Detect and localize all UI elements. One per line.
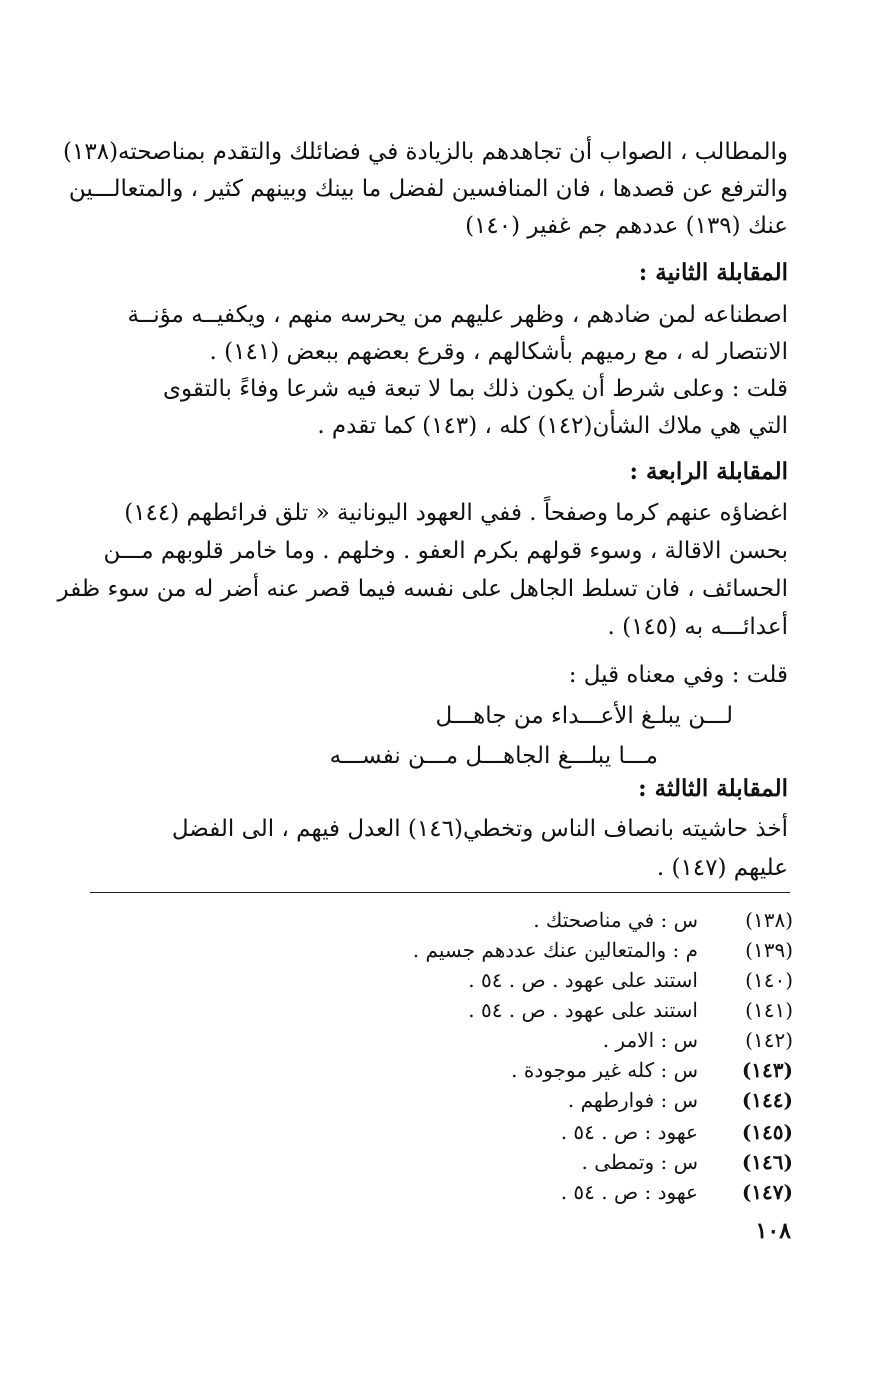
footnote-item [193,1177,793,1207]
footnote-item [193,995,793,1025]
paragraph-3-line-2: التي هي ملاك الشأن(١٤٢) كله ، (١٤٣) كما تقدم . [317,413,788,439]
footnote-number: (١٤٥) [741,1120,793,1144]
footnote-text: س : الامر . [602,1028,698,1052]
paragraph-5-line-1: قلت : وفي معناه قيل : [568,662,788,688]
paragraph-6-line-2: عليهم (١٤٧) . [656,855,788,881]
footnote-text: س : في مناصحتك . [533,908,698,932]
footnote-text: استند على عهود . ص . ٥٤ . [468,998,698,1022]
footnote-item [193,1085,793,1115]
paragraph-2-line-2: الانتصار له ، مع رميهم بأشكالهم ، وقرع بعضهم ببعض (١٤١) . [209,339,788,365]
paragraph-2-line-1: اصطناعه لمن ضادهم ، وظهر عليهم من يحرسه منهم ، ويكفيــه مؤنــة [127,302,788,328]
footnote-text: س : كله غير موجودة . [511,1058,698,1082]
footnote-text: عهود : ص . ٥٤ . [560,1180,698,1204]
footnote-text: عهود : ص . ٥٤ . [560,1120,698,1144]
footnote-item [193,965,793,995]
paragraph-4-line-3: الحسائف ، فان تسلط الجاهل على نفسه فيما قصر عنه أضر له من سوء ظفر [57,576,788,602]
footnote-number: (١٤٧) [741,1180,793,1204]
section-heading-second: المقابلة الثانية : [638,259,788,286]
footnote-text: استند على عهود . ص . ٥٤ . [468,968,698,992]
footnote-item [193,1147,793,1177]
page-number: ١٠٨ [755,1218,791,1244]
footnote-text: س : فوارطهم . [567,1088,698,1112]
paragraph-4-line-1: اغضاؤه عنهم كرما وصفحاً . ففي العهود اليونانية « تلق فرائطهم (١٤٤) [124,500,788,526]
footnote-item [193,1055,793,1085]
paragraph-3-line-1: قلت : وعلى شرط أن يكون ذلك بما لا تبعة فيه شرعا وفاءً بالتقوى [163,376,788,402]
footnote-number: (١٤٦) [741,1150,793,1174]
verse-line-2: مـــا يبلـــغ الجاهـــل مـــن نفســـه [329,743,658,769]
paragraph-4-line-4: أعدائـــه به (١٤٥) . [607,614,788,640]
paragraph-1-line-1: والمطالب ، الصواب أن تجاهدهم بالزيادة في فضائلك والتقدم بمناصحته(١٣٨) [63,139,788,165]
footnote-separator [90,892,790,893]
footnote-number: (١٤٣) [741,1058,793,1082]
section-heading-fourth: المقابلة الرابعة : [629,458,788,485]
footnote-number: (١٣٨) [745,908,793,932]
section-heading-third: المقابلة الثالثة : [638,775,788,802]
footnote-number: (١٤١) [745,998,793,1022]
paragraph-1-line-2: والترفع عن قصدها ، فان المنافسين لفضل ما بينك وبينهم كثير ، والمتعالـــين [68,176,788,202]
footnote-number: (١٣٩) [745,938,793,962]
paragraph-4-line-2: بحسن الاقالة ، وسوء قولهم بكرم العفو . وخلهم . وما خامر قلوبهم مـــن [103,538,788,564]
footnote-item [193,1025,793,1055]
paragraph-1-line-3: عنك (١٣٩) عددهم جم غفير (١٤٠) [465,213,788,239]
paragraph-6-line-1: أخذ حاشيته بانصاف الناس وتخطي(١٤٦) العدل فيهم ، الى الفضل [171,816,788,842]
footnote-number: (١٤٢) [745,1028,793,1052]
footnote-number: (١٤٠) [745,968,793,992]
footnote-item [193,1117,793,1147]
footnote-number: (١٤٤) [741,1088,793,1112]
footnote-text: س : وتمطى . [581,1150,698,1174]
footnote-text: م : والمتعالين عنك عددهم جسيم . [412,938,698,962]
verse-line-1: لـــن يبلـغ الأعـــداء من جاهـــل [435,703,733,729]
footnote-item [193,935,793,965]
footnote-item [193,905,793,935]
